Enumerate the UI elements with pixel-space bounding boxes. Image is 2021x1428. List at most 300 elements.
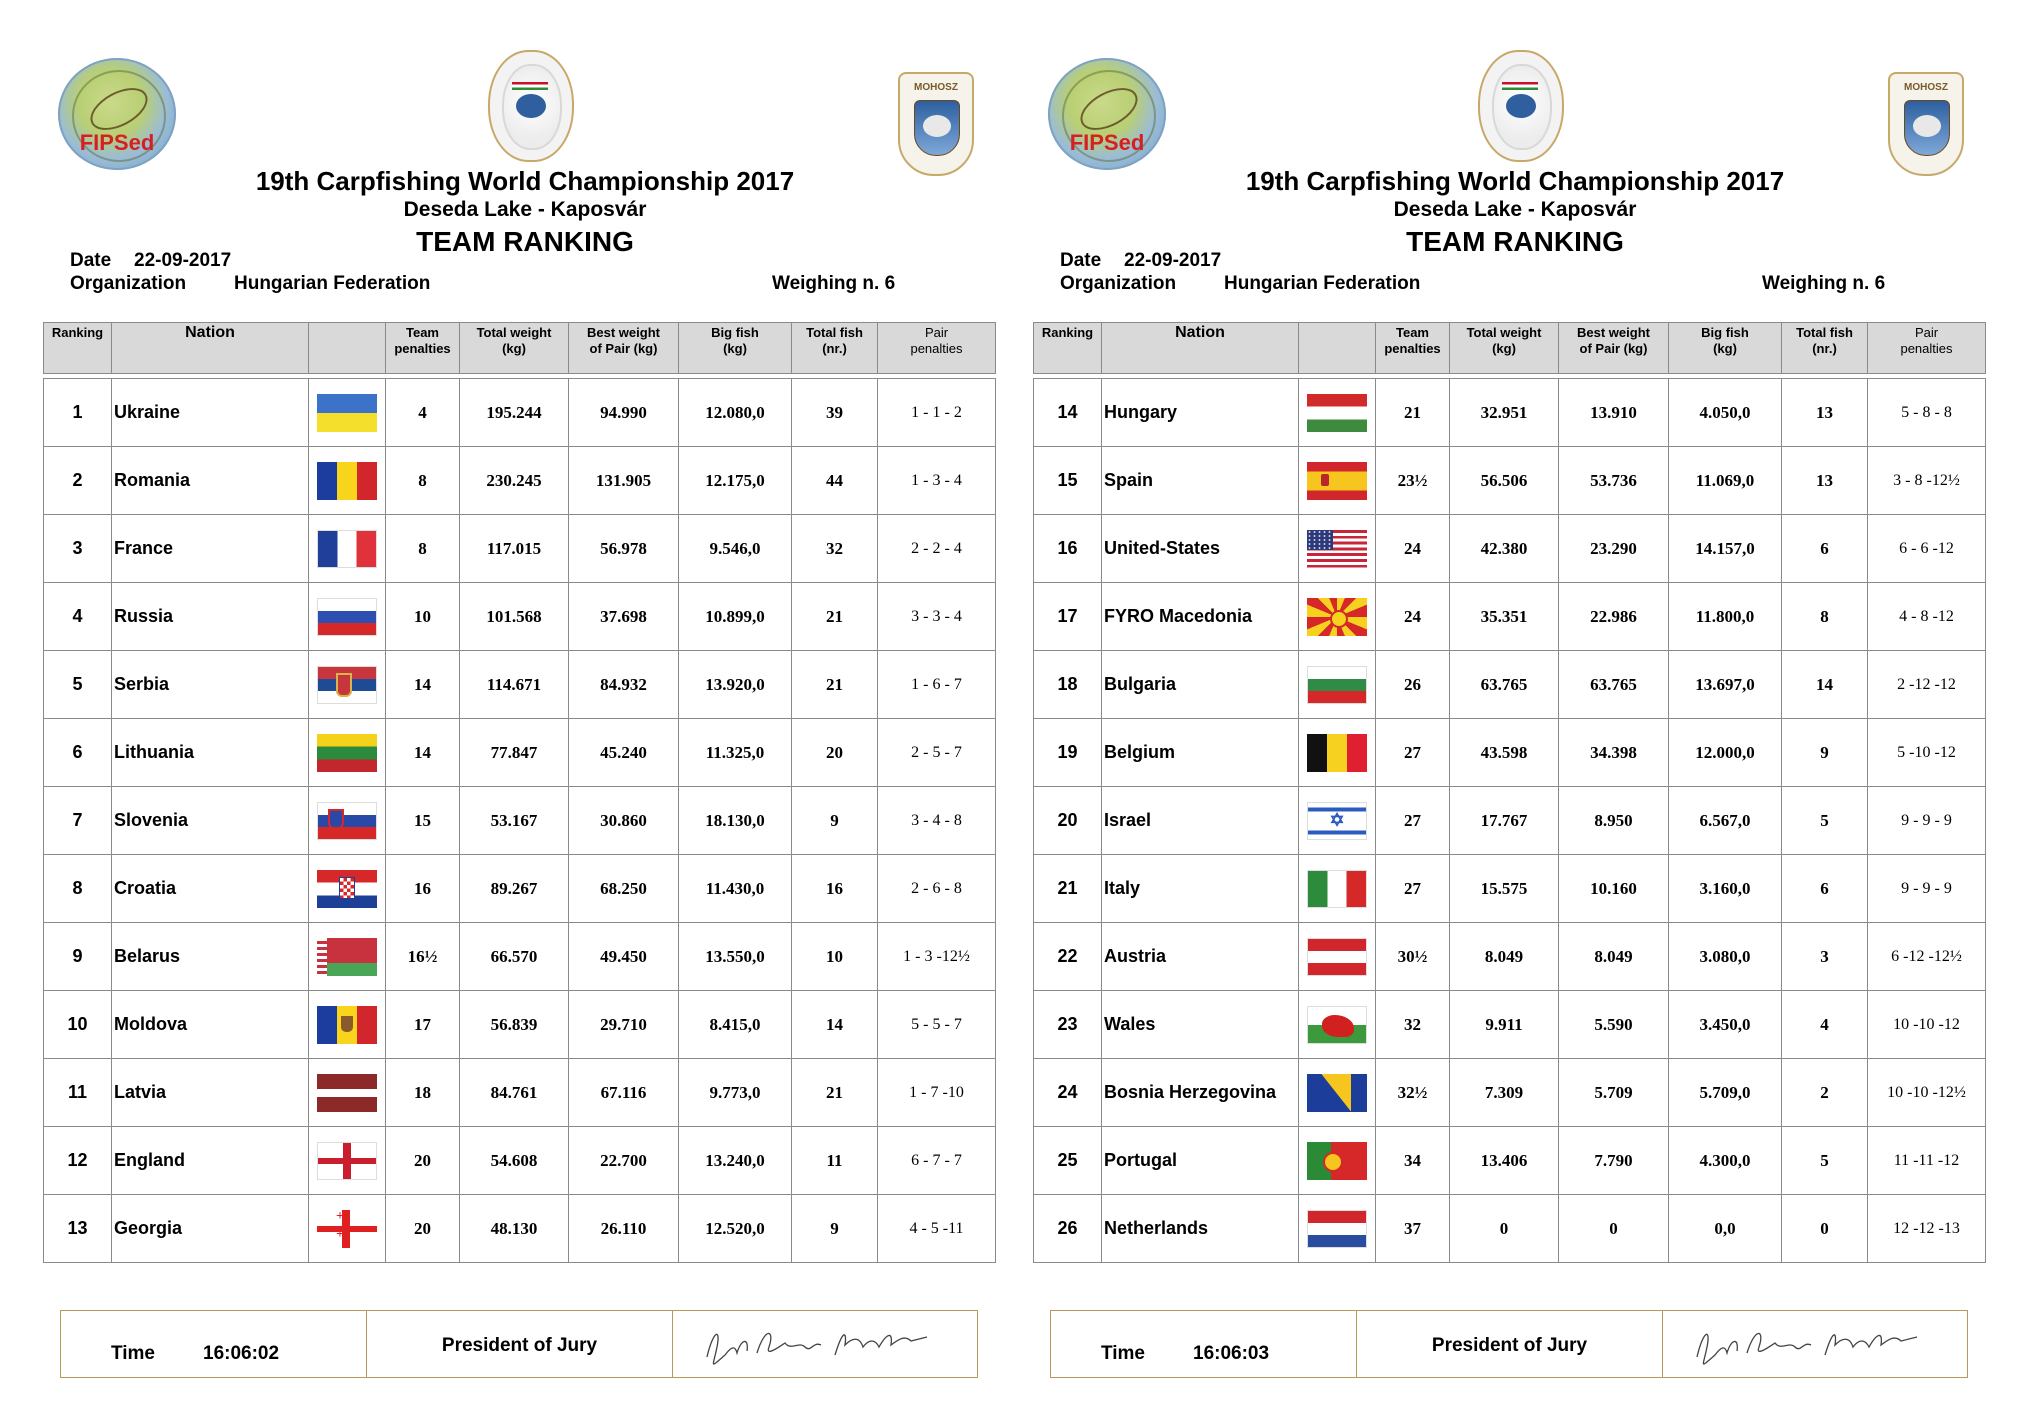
time-value: 16:06:03	[1193, 1343, 1270, 1364]
total-weight-cell: 35.351	[1450, 583, 1559, 651]
table-row	[1034, 855, 1986, 923]
nation-cell: Hungary	[1102, 379, 1299, 447]
flag-cell	[309, 1127, 386, 1195]
big-fish-cell: 9.546,0	[679, 515, 792, 583]
fipsed-logo	[1048, 58, 1166, 170]
flag-austria-icon	[1307, 938, 1367, 976]
total-weight-cell: 63.765	[1450, 651, 1559, 719]
nation-cell: United-States	[1102, 515, 1299, 583]
table-row	[44, 515, 996, 583]
total-weight-cell: 42.380	[1450, 515, 1559, 583]
pair-penalties-cell: 10 -10 -12½	[1868, 1059, 1986, 1127]
col-best-weight: Best weight of Pair (kg)	[569, 323, 679, 374]
logo-carp-icon	[1506, 94, 1536, 118]
organization-label: Organization	[70, 273, 187, 294]
table-row	[1034, 991, 1986, 1059]
organization-value: Hungarian Federation	[1224, 273, 1421, 294]
nation-cell: Spain	[1102, 447, 1299, 515]
flag-croatia-icon	[317, 870, 377, 908]
pair-penalties-cell: 1 - 3 -12½	[878, 923, 996, 991]
total-fish-cell: 8	[1782, 583, 1868, 651]
best-pair-weight-cell: 5.590	[1559, 991, 1669, 1059]
total-fish-cell: 14	[792, 991, 878, 1059]
team-penalties-cell: 4	[386, 379, 460, 447]
table-row	[1034, 447, 1986, 515]
total-weight-cell: 230.245	[460, 447, 569, 515]
total-weight-cell: 48.130	[460, 1195, 569, 1263]
table-row	[44, 1195, 996, 1263]
table-row	[44, 651, 996, 719]
date-label: Date	[1060, 250, 1102, 271]
flag-russia-icon	[317, 598, 377, 636]
flag-cell	[309, 991, 386, 1059]
rank-cell: 16	[1034, 515, 1102, 583]
signature-cell	[1663, 1311, 1969, 1377]
flag-cell	[1299, 923, 1376, 991]
flag-latvia-icon	[317, 1074, 377, 1112]
flag-cell	[309, 379, 386, 447]
rank-cell: 17	[1034, 583, 1102, 651]
flag-cell	[1299, 1195, 1376, 1263]
time-value: 16:06:02	[203, 1343, 280, 1364]
nation-cell: Croatia	[112, 855, 309, 923]
rank-cell: 6	[44, 719, 112, 787]
flag-georgia-icon	[317, 1210, 377, 1248]
team-penalties-cell: 8	[386, 447, 460, 515]
rank-cell: 8	[44, 855, 112, 923]
best-pair-weight-cell: 23.290	[1559, 515, 1669, 583]
best-pair-weight-cell: 34.398	[1559, 719, 1669, 787]
best-pair-weight-cell: 10.160	[1559, 855, 1669, 923]
total-weight-cell: 53.167	[460, 787, 569, 855]
table-row	[44, 923, 996, 991]
best-pair-weight-cell: 22.986	[1559, 583, 1669, 651]
big-fish-cell: 11.069,0	[1669, 447, 1782, 515]
flag-romania-icon	[317, 462, 377, 500]
date-value: 22-09-2017	[1124, 250, 1222, 271]
nation-cell: Bosnia Herzegovina	[1102, 1059, 1299, 1127]
team-penalties-cell: 20	[386, 1195, 460, 1263]
flag-cell	[309, 1195, 386, 1263]
flag-belgium-icon	[1307, 734, 1367, 772]
flag-cell	[1299, 379, 1376, 447]
mohosz-emblem	[1904, 100, 1950, 156]
ranking-sheet-right	[990, 0, 2000, 1428]
col-big-fish: Big fish (kg)	[679, 323, 792, 374]
nation-cell: Latvia	[112, 1059, 309, 1127]
ranking-table-left	[43, 322, 996, 1263]
total-weight-cell: 43.598	[1450, 719, 1559, 787]
col-pair-penalties: Pair penalties	[878, 323, 996, 374]
big-fish-cell: 0,0	[1669, 1195, 1782, 1263]
rank-cell: 1	[44, 379, 112, 447]
total-fish-cell: 3	[1782, 923, 1868, 991]
time-label: Time	[1101, 1343, 1146, 1364]
nation-cell: England	[112, 1127, 309, 1195]
table-row	[1034, 583, 1986, 651]
flag-us-icon	[1307, 530, 1367, 568]
table-row	[44, 855, 996, 923]
table-row	[1034, 515, 1986, 583]
team-penalties-cell: 24	[1376, 515, 1450, 583]
flag-cell	[309, 515, 386, 583]
flag-bosnia-icon	[1307, 1074, 1367, 1112]
big-fish-cell: 10.899,0	[679, 583, 792, 651]
col-flag	[1299, 323, 1376, 374]
nation-cell: Portugal	[1102, 1127, 1299, 1195]
flag-england-icon	[317, 1142, 377, 1180]
big-fish-cell: 8.415,0	[679, 991, 792, 1059]
big-fish-cell: 13.550,0	[679, 923, 792, 991]
flag-lithuania-icon	[317, 734, 377, 772]
best-pair-weight-cell: 67.116	[569, 1059, 679, 1127]
flag-netherlands-icon	[1307, 1210, 1367, 1248]
rank-cell: 7	[44, 787, 112, 855]
flag-cell	[1299, 787, 1376, 855]
total-weight-cell: 0	[1450, 1195, 1559, 1263]
big-fish-cell: 11.325,0	[679, 719, 792, 787]
president-of-jury-label: President of Jury	[441, 1335, 598, 1356]
page-title: 19th Carpfishing World Championship 2017	[1245, 166, 1785, 196]
best-pair-weight-cell: 53.736	[1559, 447, 1669, 515]
total-fish-cell: 20	[792, 719, 878, 787]
organization-value: Hungarian Federation	[234, 273, 431, 294]
total-fish-cell: 32	[792, 515, 878, 583]
mohosz-logo	[1888, 72, 1964, 176]
best-pair-weight-cell: 84.932	[569, 651, 679, 719]
team-penalties-cell: 32	[1376, 991, 1450, 1059]
total-weight-cell: 195.244	[460, 379, 569, 447]
table-row	[1034, 1127, 1986, 1195]
rank-cell: 2	[44, 447, 112, 515]
flag-cell	[1299, 855, 1376, 923]
nation-cell: Belgium	[1102, 719, 1299, 787]
flag-ukraine-icon	[317, 394, 377, 432]
signature-cell	[673, 1311, 979, 1377]
rank-cell: 9	[44, 923, 112, 991]
col-ranking: Ranking	[44, 323, 112, 374]
table-row	[44, 379, 996, 447]
president-of-jury-label: President of Jury	[1431, 1335, 1588, 1356]
team-penalties-cell: 16	[386, 855, 460, 923]
nation-cell: France	[112, 515, 309, 583]
team-penalties-cell: 27	[1376, 719, 1450, 787]
time-cell	[61, 1311, 367, 1377]
nation-cell: FYRO Macedonia	[1102, 583, 1299, 651]
total-fish-cell: 4	[1782, 991, 1868, 1059]
pair-penalties-cell: 5 - 5 - 7	[878, 991, 996, 1059]
weighing-number: Weighing n. 6	[772, 273, 896, 294]
nation-cell: Ukraine	[112, 379, 309, 447]
rank-cell: 26	[1034, 1195, 1102, 1263]
date-label: Date	[70, 250, 112, 271]
ranking-table-right	[1033, 322, 1986, 1263]
flag-cell	[309, 719, 386, 787]
table-row	[1034, 379, 1986, 447]
flag-cell	[309, 923, 386, 991]
col-best-weight: Best weight of Pair (kg)	[1559, 323, 1669, 374]
col-flag	[309, 323, 386, 374]
rank-cell: 13	[44, 1195, 112, 1263]
world-championship-logo	[1478, 50, 1564, 162]
rank-cell: 11	[44, 1059, 112, 1127]
pair-penalties-cell: 1 - 7 -10	[878, 1059, 996, 1127]
flag-serbia-icon	[317, 666, 377, 704]
venue: Deseda Lake - Kaposvár	[1393, 198, 1637, 221]
jury-signature	[1685, 1317, 1935, 1373]
total-fish-cell: 6	[1782, 515, 1868, 583]
logo-hungarian-flag	[1502, 82, 1538, 90]
big-fish-cell: 11.430,0	[679, 855, 792, 923]
big-fish-cell: 4.300,0	[1669, 1127, 1782, 1195]
col-total-weight: Total weight (kg)	[1450, 323, 1559, 374]
flag-cell	[1299, 651, 1376, 719]
nation-cell: Georgia	[112, 1195, 309, 1263]
total-weight-cell: 8.049	[1450, 923, 1559, 991]
flag-macedonia-icon	[1307, 598, 1367, 636]
world-championship-logo	[488, 50, 574, 162]
total-fish-cell: 9	[792, 1195, 878, 1263]
ranking-heading: TEAM RANKING	[1406, 226, 1624, 257]
col-nation: Nation	[1102, 323, 1299, 374]
table-row	[44, 991, 996, 1059]
best-pair-weight-cell: 26.110	[569, 1195, 679, 1263]
footer-right	[1050, 1310, 1968, 1378]
team-penalties-cell: 26	[1376, 651, 1450, 719]
big-fish-cell: 11.800,0	[1669, 583, 1782, 651]
big-fish-cell: 12.175,0	[679, 447, 792, 515]
total-weight-cell: 54.608	[460, 1127, 569, 1195]
table-row	[1034, 719, 1986, 787]
total-fish-cell: 14	[1782, 651, 1868, 719]
pair-penalties-cell: 1 - 3 - 4	[878, 447, 996, 515]
best-pair-weight-cell: 7.790	[1559, 1127, 1669, 1195]
big-fish-cell: 4.050,0	[1669, 379, 1782, 447]
big-fish-cell: 5.709,0	[1669, 1059, 1782, 1127]
flag-cell	[309, 1059, 386, 1127]
table-row	[44, 583, 996, 651]
pair-penalties-cell: 1 - 6 - 7	[878, 651, 996, 719]
ranking-body-right	[1034, 379, 1986, 1263]
best-pair-weight-cell: 49.450	[569, 923, 679, 991]
col-ranking: Ranking	[1034, 323, 1102, 374]
total-weight-cell: 56.506	[1450, 447, 1559, 515]
col-total-fish: Total fish (nr.)	[1782, 323, 1868, 374]
table-row	[1034, 651, 1986, 719]
date-value: 22-09-2017	[134, 250, 232, 271]
weighing-number: Weighing n. 6	[1762, 273, 1886, 294]
mohosz-logo-text: MOHOSZ	[914, 82, 958, 93]
flag-portugal-icon	[1307, 1142, 1367, 1180]
big-fish-cell: 18.130,0	[679, 787, 792, 855]
total-fish-cell: 39	[792, 379, 878, 447]
logo-hungarian-flag	[512, 82, 548, 90]
pair-penalties-cell: 1 - 1 - 2	[878, 379, 996, 447]
team-penalties-cell: 20	[386, 1127, 460, 1195]
flag-france-icon	[317, 530, 377, 568]
table-header-row	[44, 323, 996, 374]
pair-penalties-cell: 2 - 5 - 7	[878, 719, 996, 787]
nation-cell: Serbia	[112, 651, 309, 719]
big-fish-cell: 6.567,0	[1669, 787, 1782, 855]
nation-cell: Wales	[1102, 991, 1299, 1059]
nation-cell: Moldova	[112, 991, 309, 1059]
team-penalties-cell: 8	[386, 515, 460, 583]
nation-cell: Belarus	[112, 923, 309, 991]
pair-penalties-cell: 6 -12 -12½	[1868, 923, 1986, 991]
total-fish-cell: 44	[792, 447, 878, 515]
organization-label: Organization	[1060, 273, 1177, 294]
jury-signature	[695, 1317, 945, 1373]
total-weight-cell: 114.671	[460, 651, 569, 719]
nation-cell: Italy	[1102, 855, 1299, 923]
flag-slovenia-icon	[317, 802, 377, 840]
pair-penalties-cell: 4 - 8 -12	[1868, 583, 1986, 651]
rank-cell: 10	[44, 991, 112, 1059]
total-fish-cell: 13	[1782, 379, 1868, 447]
total-weight-cell: 15.575	[1450, 855, 1559, 923]
nation-cell: Russia	[112, 583, 309, 651]
rank-cell: 25	[1034, 1127, 1102, 1195]
page-title: 19th Carpfishing World Championship 2017	[255, 166, 795, 196]
rank-cell: 23	[1034, 991, 1102, 1059]
best-pair-weight-cell: 30.860	[569, 787, 679, 855]
big-fish-cell: 12.520,0	[679, 1195, 792, 1263]
best-pair-weight-cell: 5.709	[1559, 1059, 1669, 1127]
pair-penalties-cell: 5 -10 -12	[1868, 719, 1986, 787]
pair-penalties-cell: 12 -12 -13	[1868, 1195, 1986, 1263]
mohosz-logo-text: MOHOSZ	[1904, 82, 1948, 93]
big-fish-cell: 12.080,0	[679, 379, 792, 447]
flag-cell	[1299, 583, 1376, 651]
best-pair-weight-cell: 8.950	[1559, 787, 1669, 855]
team-penalties-cell: 24	[1376, 583, 1450, 651]
pair-penalties-cell: 6 - 7 - 7	[878, 1127, 996, 1195]
best-pair-weight-cell: 0	[1559, 1195, 1669, 1263]
total-weight-cell: 66.570	[460, 923, 569, 991]
col-total-fish: Total fish (nr.)	[792, 323, 878, 374]
total-weight-cell: 101.568	[460, 583, 569, 651]
flag-cell	[309, 447, 386, 515]
team-penalties-cell: 34	[1376, 1127, 1450, 1195]
total-weight-cell: 117.015	[460, 515, 569, 583]
pair-penalties-cell: 4 - 5 -11	[878, 1195, 996, 1263]
team-penalties-cell: 27	[1376, 855, 1450, 923]
big-fish-cell: 3.080,0	[1669, 923, 1782, 991]
flag-cell	[1299, 447, 1376, 515]
flag-belarus-icon	[317, 938, 377, 976]
flag-cell	[1299, 719, 1376, 787]
col-team-penalties: Team penalties	[386, 323, 460, 374]
venue: Deseda Lake - Kaposvár	[403, 198, 647, 221]
total-weight-cell: 84.761	[460, 1059, 569, 1127]
flag-cell	[309, 787, 386, 855]
flag-wales-icon	[1307, 1006, 1367, 1044]
president-cell	[367, 1311, 673, 1377]
pair-penalties-cell: 2 -12 -12	[1868, 651, 1986, 719]
total-weight-cell: 56.839	[460, 991, 569, 1059]
pair-penalties-cell: 2 - 2 - 4	[878, 515, 996, 583]
best-pair-weight-cell: 8.049	[1559, 923, 1669, 991]
rank-cell: 18	[1034, 651, 1102, 719]
flag-cell	[309, 583, 386, 651]
rank-cell: 14	[1034, 379, 1102, 447]
best-pair-weight-cell: 13.910	[1559, 379, 1669, 447]
table-row	[44, 1059, 996, 1127]
total-weight-cell: 17.767	[1450, 787, 1559, 855]
flag-cell	[1299, 1127, 1376, 1195]
total-weight-cell: 32.951	[1450, 379, 1559, 447]
best-pair-weight-cell: 22.700	[569, 1127, 679, 1195]
rank-cell: 5	[44, 651, 112, 719]
fipsed-logo	[58, 58, 176, 170]
table-header-row	[1034, 323, 1986, 374]
team-penalties-cell: 16½	[386, 923, 460, 991]
nation-cell: Slovenia	[112, 787, 309, 855]
total-fish-cell: 16	[792, 855, 878, 923]
team-penalties-cell: 37	[1376, 1195, 1450, 1263]
pair-penalties-cell: 9 - 9 - 9	[1868, 855, 1986, 923]
rank-cell: 20	[1034, 787, 1102, 855]
pair-penalties-cell: 10 -10 -12	[1868, 991, 1986, 1059]
flag-italy-icon	[1307, 870, 1367, 908]
team-penalties-cell: 15	[386, 787, 460, 855]
table-row	[44, 719, 996, 787]
total-fish-cell: 5	[1782, 787, 1868, 855]
team-penalties-cell: 10	[386, 583, 460, 651]
pair-penalties-cell: 3 - 8 -12½	[1868, 447, 1986, 515]
big-fish-cell: 13.697,0	[1669, 651, 1782, 719]
fipsed-logo-text: FIPSed	[1069, 130, 1145, 155]
best-pair-weight-cell: 63.765	[1559, 651, 1669, 719]
team-penalties-cell: 30½	[1376, 923, 1450, 991]
total-fish-cell: 21	[792, 583, 878, 651]
logo-carp-icon	[516, 94, 546, 118]
best-pair-weight-cell: 68.250	[569, 855, 679, 923]
nation-cell: Netherlands	[1102, 1195, 1299, 1263]
footer-left	[60, 1310, 978, 1378]
nation-cell: Israel	[1102, 787, 1299, 855]
team-penalties-cell: 18	[386, 1059, 460, 1127]
pair-penalties-cell: 2 - 6 - 8	[878, 855, 996, 923]
table-row	[44, 447, 996, 515]
ranking-body-left	[44, 379, 996, 1263]
mohosz-emblem	[914, 100, 960, 156]
col-total-weight: Total weight (kg)	[460, 323, 569, 374]
total-fish-cell: 9	[1782, 719, 1868, 787]
rank-cell: 12	[44, 1127, 112, 1195]
rank-cell: 15	[1034, 447, 1102, 515]
flag-cell	[309, 651, 386, 719]
pair-penalties-cell: 3 - 3 - 4	[878, 583, 996, 651]
total-fish-cell: 10	[792, 923, 878, 991]
big-fish-cell: 14.157,0	[1669, 515, 1782, 583]
flag-bulgaria-icon	[1307, 666, 1367, 704]
total-fish-cell: 9	[792, 787, 878, 855]
time-label: Time	[111, 1343, 156, 1364]
flag-cell	[1299, 515, 1376, 583]
big-fish-cell: 13.920,0	[679, 651, 792, 719]
best-pair-weight-cell: 37.698	[569, 583, 679, 651]
big-fish-cell: 9.773,0	[679, 1059, 792, 1127]
pair-penalties-cell: 3 - 4 - 8	[878, 787, 996, 855]
total-fish-cell: 0	[1782, 1195, 1868, 1263]
rank-cell: 22	[1034, 923, 1102, 991]
team-penalties-cell: 14	[386, 719, 460, 787]
total-fish-cell: 21	[792, 651, 878, 719]
ranking-sheet-left	[0, 0, 1010, 1428]
total-fish-cell: 6	[1782, 855, 1868, 923]
